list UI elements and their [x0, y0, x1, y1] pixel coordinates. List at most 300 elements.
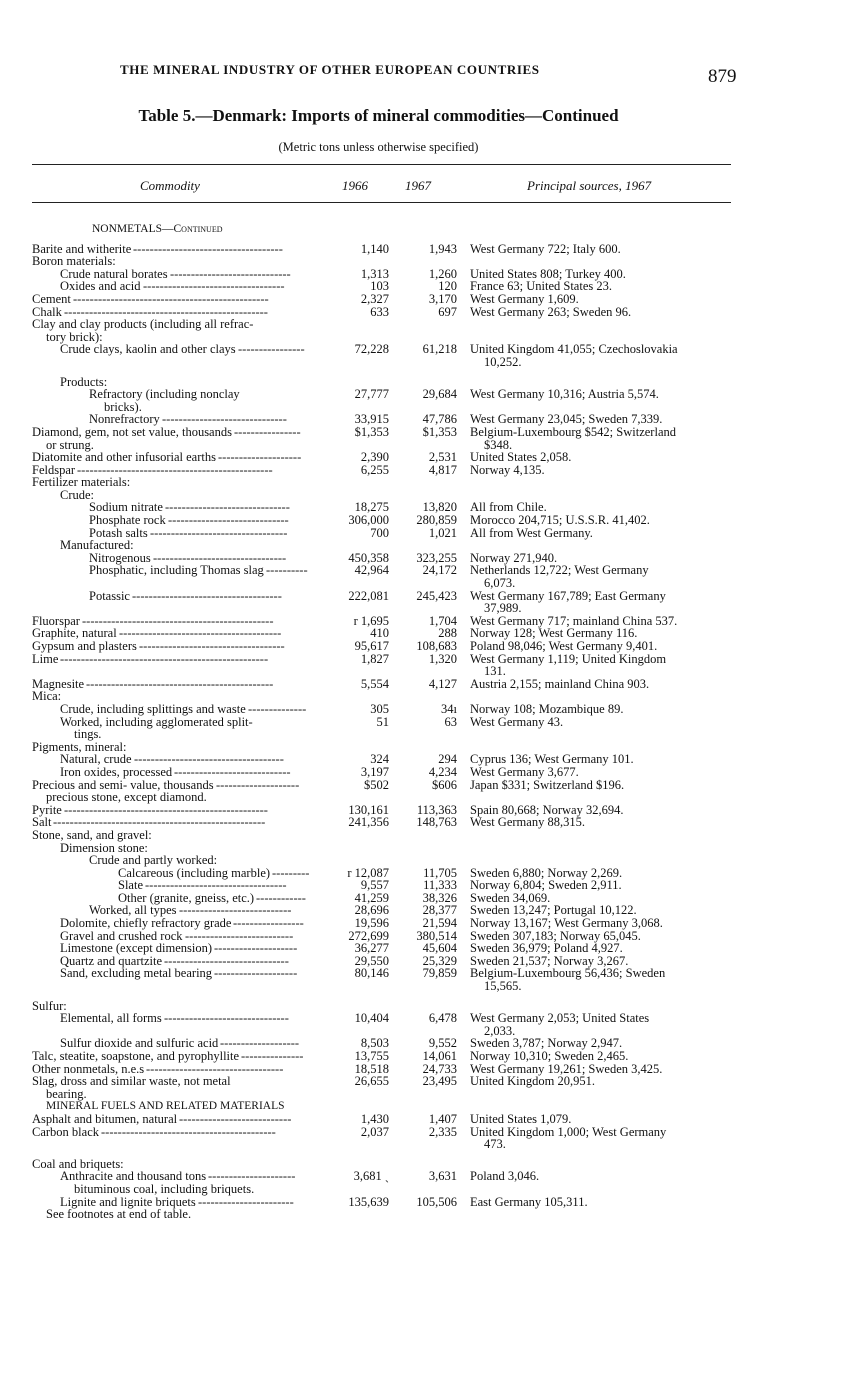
value-1966: 410 [370, 626, 389, 641]
value-1967: 105,506 [416, 1194, 457, 1209]
commodity-label: Refractory (including nonclay [89, 387, 240, 402]
value-1967: 1,320 [428, 651, 457, 666]
table-row [0, 942, 841, 955]
value-1966: 130,161 [348, 802, 389, 817]
commodity-label: Crude: [60, 487, 95, 502]
value-1966: 51 [376, 714, 389, 729]
table-row [0, 1050, 841, 1063]
table-row [0, 1113, 841, 1126]
commodity-label: Iron oxides, processed [60, 764, 173, 779]
principal-sources: United States 1,079. [470, 1111, 572, 1126]
commodity-label: Magnesite [32, 676, 85, 691]
leader-dots: ---------------------------------- [143, 280, 285, 293]
top-rule [32, 164, 731, 165]
value-1967: 1,943 [428, 241, 457, 256]
table-row [0, 1075, 841, 1088]
leader-dots: ----------------------------------- [139, 640, 285, 653]
value-1967: 697 [438, 304, 457, 319]
principal-sources: West Germany 1,119; United Kingdom [470, 651, 667, 666]
value-1967: 34ı [441, 701, 457, 716]
value-1967: 4,817 [428, 462, 457, 477]
commodity-label: Crude, including splittings and waste [60, 701, 246, 716]
value-1967: 380,514 [416, 928, 457, 943]
commodity-label: Dolomite, chiefly refractory grade [60, 916, 232, 931]
value-1967: 24,733 [422, 1061, 457, 1076]
value-1966: r 1,695 [353, 613, 389, 628]
leader-dots: -------------- [248, 702, 307, 716]
table-row [0, 1138, 841, 1151]
value-1967: 11,705 [423, 865, 457, 880]
leader-dots: ------------------------------------------------- [64, 803, 268, 817]
value-1966: r 12,087 [347, 865, 389, 880]
value-1966: 241,356 [348, 815, 389, 830]
principal-sources: Poland 98,046; West Germany 9,401. [470, 639, 658, 653]
value-1967: 1,407 [428, 1111, 457, 1126]
value-1967: 25,329 [422, 953, 457, 968]
principal-sources: 473. [484, 1137, 506, 1152]
principal-sources: United Kingdom 20,951. [470, 1074, 595, 1089]
principal-sources: West Germany 3,677. [470, 764, 579, 779]
commodity-label: Potassic [89, 588, 130, 603]
leader-dots: --------------------------- [179, 1112, 292, 1126]
table-row [0, 539, 841, 552]
principal-sources: Sweden 6,880; Norway 2,269. [470, 865, 623, 880]
principal-sources: Spain 80,668; Norway 32,694. [470, 802, 624, 817]
commodity-label: Nonrefractory [89, 412, 160, 427]
principal-sources: 6,073. [484, 576, 516, 591]
leader-dots: -------------------------------------------------- [60, 652, 269, 666]
principal-sources: 10,252. [484, 354, 522, 369]
principal-sources: Japan $331; Switzerland $196. [470, 777, 625, 792]
value-1966: $502 [364, 777, 389, 792]
leader-dots: ----------------- [233, 917, 304, 930]
table-row [0, 1012, 841, 1025]
table-subtitle: (Metric tons unless otherwise specified) [278, 140, 479, 154]
value-1967: 4,234 [428, 764, 457, 779]
commodity-label: Natural, crude [60, 752, 132, 767]
value-1966: 700 [370, 525, 389, 540]
value-1967: 9,552 [428, 1036, 457, 1051]
leader-dots: -------------------- [214, 967, 298, 981]
commodity-label: Feldspar [32, 462, 76, 477]
commodity-label: Stone, sand, and gravel: [32, 827, 152, 842]
value-1966: 633 [370, 304, 389, 319]
table-row [0, 602, 841, 615]
value-1966: 6,255 [360, 462, 389, 477]
table-row [0, 917, 841, 930]
table-row [0, 678, 841, 691]
commodity-label: Sulfur dioxide and sulfuric acid [60, 1036, 219, 1051]
principal-sources: East Germany 105,311. [470, 1194, 588, 1209]
value-1967: 148,763 [416, 815, 457, 830]
table-row [0, 980, 841, 993]
principal-sources: United States 2,058. [470, 450, 572, 465]
commodity-label: Carbon black [32, 1124, 99, 1139]
table-row [0, 318, 841, 331]
value-1967: 6,478 [428, 1011, 457, 1026]
principal-sources: West Germany 23,045; Sweden 7,339. [470, 412, 663, 427]
table-row [0, 590, 841, 603]
value-1966: 450,358 [348, 550, 389, 565]
value-1967: 113,363 [416, 802, 457, 817]
table-row [0, 879, 841, 892]
leader-dots: ------------------------------ [164, 1012, 289, 1025]
value-1966: 5,554 [360, 676, 389, 691]
value-1967: 294 [438, 752, 457, 767]
leader-dots: -------------------- [216, 778, 300, 792]
value-1966: 41,259 [354, 890, 389, 905]
principal-sources: Norway 10,310; Sweden 2,465. [470, 1049, 629, 1063]
principal-sources: West Germany 43. [470, 714, 564, 729]
commodity-label: Barite and witherite [32, 241, 132, 256]
leader-dots: ---------------------------------- [145, 879, 287, 892]
value-1967: 14,061 [422, 1049, 457, 1063]
table-row [0, 728, 841, 741]
table-row [0, 223, 841, 236]
table-row [0, 716, 841, 729]
value-1966: 8,503 [360, 1036, 389, 1051]
table-row [0, 514, 841, 527]
principal-sources: All from Chile. [470, 500, 547, 515]
value-1967: 79,859 [422, 966, 457, 981]
principal-sources: West Germany 263; Sweden 96. [470, 304, 632, 319]
commodity-label: Graphite, natural [32, 626, 117, 641]
principal-sources: 2,033. [484, 1023, 516, 1038]
table-row [0, 255, 841, 268]
value-1966: 33,915 [354, 412, 389, 427]
value-1966: 27,777 [354, 387, 389, 402]
leader-dots: ------------------------------ [165, 501, 290, 515]
value-1967: 288 [438, 626, 457, 641]
commodity-label: Precious and semi- value, thousands [32, 777, 214, 792]
commodity-label: Pigments, mineral: [32, 739, 127, 754]
value-1967: 24,172 [422, 563, 457, 578]
value-1967: 11,333 [423, 878, 457, 893]
value-1967: 2,531 [428, 450, 457, 465]
header-rule [32, 202, 731, 203]
principal-sources: Norway 271,940. [470, 550, 558, 565]
leader-dots: ---------- [266, 564, 308, 578]
commodity-label: Elemental, all forms [60, 1011, 162, 1026]
value-1967: 47,786 [422, 412, 457, 427]
commodity-label: Products: [60, 374, 108, 389]
leader-dots: --------------------------- [179, 904, 292, 918]
value-1966: 222,081 [348, 588, 389, 603]
commodity-label: bearing. [46, 1086, 87, 1101]
principal-sources: Norway 6,804; Sweden 2,911. [470, 878, 622, 893]
value-1966: 28,696 [354, 903, 389, 918]
commodity-label: or strung. [46, 437, 94, 452]
value-1966: 26,655 [354, 1074, 389, 1089]
commodity-label: Anthracite and thousand tons [60, 1169, 207, 1184]
commodity-label: Pyrite [32, 802, 62, 817]
commodity-label: Clay and clay products (including all refrac- [32, 317, 254, 332]
table-row [0, 356, 841, 369]
value-1967: 21,594 [422, 916, 457, 931]
leader-dots: -------------------- [218, 451, 302, 464]
leader-dots: ------------------------------------------ [101, 1125, 276, 1139]
table-row [0, 1183, 841, 1196]
value-1967: 245,423 [416, 588, 457, 603]
commodity-label: Gypsum and plasters [32, 639, 137, 653]
leader-dots: ------------------------------------ [133, 242, 283, 256]
commodity-label: Cement [32, 291, 71, 306]
leader-dots: ------------ [256, 891, 306, 905]
table-row [0, 388, 841, 401]
commodity-label: tings. [74, 727, 102, 742]
leader-dots: --------- [272, 866, 310, 880]
commodity-label: Asphalt and bitumen, natural [32, 1111, 178, 1126]
commodity-label: Other (granite, gneiss, etc.) [118, 890, 255, 905]
commodity-label: Diatomite and other infusorial earths [32, 450, 216, 465]
commodity-label: Sand, excluding metal bearing [60, 966, 213, 981]
leader-dots: ---------------------------- [174, 765, 291, 779]
table-row [0, 476, 841, 489]
value-1966: 95,617 [354, 639, 389, 653]
principal-sources: Sweden 34,069. [470, 890, 551, 905]
value-1967: 1,260 [428, 266, 457, 281]
table-row [0, 615, 841, 628]
value-1967: 3,631 [428, 1169, 457, 1184]
leader-dots: --------------- [241, 1050, 304, 1063]
value-1966: 1,827 [360, 651, 389, 666]
table-row [0, 703, 841, 716]
table-row [0, 1088, 841, 1101]
value-1967: 323,255 [416, 550, 457, 565]
value-1966: 10,404 [354, 1011, 389, 1026]
leader-dots: ----------------------------------------------- [77, 463, 273, 477]
leader-dots: ------------------------------------ [132, 589, 282, 603]
principal-sources: Norway 108; Mozambique 89. [470, 701, 624, 716]
principal-sources: Norway 4,135. [470, 462, 545, 477]
principal-sources: Austria 2,155; mainland China 903. [470, 676, 650, 691]
commodity-label: Other nonmetals, n.e.s [32, 1061, 145, 1076]
principal-sources: Netherlands 12,722; West Germany [470, 563, 649, 578]
value-1966: 305 [370, 701, 389, 716]
value-1966: 2,037 [360, 1124, 389, 1139]
commodity-label: Crude clays, kaolin and other clays [60, 342, 236, 357]
value-1967: 61,218 [422, 342, 457, 357]
col-header-commodity: Commodity [140, 178, 200, 193]
value-1966: 9,557 [360, 878, 389, 893]
table-row [0, 640, 841, 653]
principal-sources: West Germany 2,053; United States [470, 1011, 650, 1026]
principal-sources: 37,989. [484, 601, 522, 616]
commodity-label: Sodium nitrate [89, 500, 163, 515]
col-header-sources: Principal sources, 1967 [527, 178, 652, 193]
table-row [0, 243, 841, 256]
leader-dots: ------------------------------ [164, 954, 289, 968]
value-1966: 1,313 [360, 266, 389, 281]
commodity-label: Mica: [32, 689, 62, 704]
commodity-label: Oxides and acid [60, 279, 141, 294]
leader-dots: -------------------------- [185, 929, 294, 943]
commodity-label: Worked, including agglomerated split- [60, 714, 253, 729]
commodity-label: Fertilizer materials: [32, 475, 131, 490]
table-row [0, 967, 841, 980]
principal-sources: Sweden 13,247; Portugal 10,122. [470, 903, 637, 918]
value-1967: 13,820 [422, 500, 457, 515]
table-row [0, 280, 841, 293]
principal-sources: Poland 3,046. [470, 1169, 540, 1184]
commodity-label: Calcareous (including marble) [118, 865, 271, 880]
table-row [0, 451, 841, 464]
table-row [0, 766, 841, 779]
commodity-label: Boron materials: [32, 254, 116, 269]
commodity-label: NONMETALS—Continued [92, 223, 223, 235]
table-row [0, 577, 841, 590]
commodity-label: Coal and briquets: [32, 1156, 124, 1171]
leader-dots: ----------------------------- [170, 267, 291, 281]
commodity-label: Nitrogenous [89, 550, 151, 565]
commodity-label: Quartz and quartzite [60, 953, 163, 968]
table-row [0, 854, 841, 867]
principal-sources: United Kingdom 41,055; Czechoslovakia [470, 342, 678, 357]
value-1967: 280,859 [416, 513, 457, 528]
leader-dots: --------------------------------- [146, 1062, 284, 1076]
commodity-label: Dimension stone: [60, 840, 148, 855]
commodity-label: Manufactured: [60, 538, 134, 553]
principal-sources: West Germany 88,315. [470, 815, 585, 830]
col-header-1967: 1967 [405, 178, 431, 193]
value-1966: 103 [370, 279, 389, 294]
principal-sources: France 63; United States 23. [470, 279, 612, 294]
table-row [0, 343, 841, 356]
principal-sources: Sweden 36,979; Poland 4,927. [470, 941, 623, 956]
leader-dots: -------------------------------- [153, 551, 287, 565]
commodity-label: Slate [118, 878, 143, 893]
commodity-label: Lime [32, 651, 59, 666]
leader-dots: ------------------------------------------------- [64, 305, 268, 319]
value-1966: 272,699 [348, 928, 389, 943]
table-row [0, 665, 841, 678]
commodity-label: tory brick): [46, 329, 103, 344]
value-1967: 4,127 [428, 676, 457, 691]
leader-dots: ----------------------------- [168, 514, 289, 527]
commodity-label: Fluorspar [32, 613, 80, 628]
leader-dots: --------------------------------------------- [86, 677, 274, 691]
table-row [0, 426, 841, 439]
principal-sources: $348. [484, 437, 513, 452]
value-1966: 1,430 [360, 1111, 389, 1126]
leader-dots: ---------------- [238, 343, 305, 356]
principal-sources: West Germany 1,609. [470, 291, 579, 306]
leader-dots: ---------------------------------------------- [82, 614, 274, 628]
table-row [0, 791, 841, 804]
value-1966: $1,353 [354, 424, 389, 439]
principal-sources: West Germany 717; mainland China 537. [470, 613, 678, 628]
principal-sources: Sweden 21,537; Norway 3,267. [470, 953, 629, 968]
value-1967: 38,326 [422, 890, 457, 905]
leader-dots: -------------------- [214, 942, 298, 955]
value-1967: 1,704 [428, 613, 457, 628]
table-row [0, 293, 841, 306]
principal-sources: Norway 128; West Germany 116. [470, 626, 638, 641]
principal-sources: Sweden 307,183; Norway 65,045. [470, 928, 641, 943]
commodity-label: Crude and partly worked: [89, 853, 218, 868]
value-1967: $1,353 [422, 424, 457, 439]
commodity-label: Potash salts [89, 525, 148, 540]
value-1966: 306,000 [348, 513, 389, 528]
value-1967: 108,683 [416, 639, 457, 653]
commodity-label: See footnotes at end of table. [46, 1207, 192, 1222]
table-row [0, 653, 841, 666]
leader-dots: ------------------- [220, 1037, 300, 1050]
leader-dots: --------------------- [208, 1170, 296, 1183]
principal-sources: All from West Germany. [470, 525, 593, 540]
table-row [0, 1208, 841, 1221]
commodity-label: Limestone (except dimension) [60, 941, 213, 956]
leader-dots: ----------------------------------------------- [73, 292, 269, 306]
running-head: THE MINERAL INDUSTRY OF OTHER EUROPEAN COUNTRIES [120, 62, 540, 77]
value-1966: 13,755 [354, 1049, 389, 1063]
commodity-label: bricks). [104, 399, 142, 414]
value-1966: 80,146 [354, 966, 389, 981]
value-1966: 36,277 [354, 941, 389, 956]
principal-sources: United States 808; Turkey 400. [470, 266, 626, 281]
value-1967: 28,377 [422, 903, 457, 918]
table-row [0, 829, 841, 842]
leader-dots: --------------------------------- [150, 526, 288, 540]
value-1967: 45,604 [422, 941, 457, 956]
leader-dots: ---------------- [234, 425, 301, 439]
table-row [0, 1126, 841, 1139]
value-1966: 2,327 [360, 291, 389, 306]
principal-sources: West Germany 167,789; East Germany [470, 588, 666, 603]
value-1967: 29,684 [422, 387, 457, 402]
value-1966: 324 [370, 752, 389, 767]
value-1967: 3,170 [428, 291, 457, 306]
value-1966: 3,681 ˎ [353, 1169, 389, 1184]
value-1966: 2,390 [360, 450, 389, 465]
commodity-label: bituminous coal, including briquets. [74, 1181, 255, 1196]
commodity-label: Crude natural borates [60, 266, 168, 281]
leader-dots: --------------------------------------------------- [53, 816, 266, 829]
commodity-label: precious stone, except diamond. [46, 790, 207, 805]
commodity-label: Worked, all types [89, 903, 177, 918]
value-1967: 1,021 [428, 525, 457, 540]
principal-sources: Belgium-Luxembourg 56,436; Sweden [470, 966, 666, 981]
commodity-label: Phosphate rock [89, 513, 166, 528]
principal-sources: Belgium-Luxembourg $542; Switzerland [470, 424, 676, 439]
principal-sources: 15,565. [484, 979, 522, 994]
leader-dots: ------------------------------------ [134, 753, 284, 766]
commodity-label: Salt [32, 815, 52, 830]
principal-sources: Norway 13,167; West Germany 3,068. [470, 916, 663, 931]
commodity-label: Slag, dross and similar waste, not metal [32, 1074, 231, 1089]
value-1966: 19,596 [354, 916, 389, 931]
principal-sources: Morocco 204,715; U.S.S.R. 41,402. [470, 513, 650, 528]
value-1966: 18,275 [354, 500, 389, 515]
principal-sources: Sweden 3,787; Norway 2,947. [470, 1036, 623, 1051]
value-1966: 29,550 [354, 953, 389, 968]
page-number: 879 [708, 66, 737, 87]
commodity-label: Sulfur: [32, 998, 67, 1013]
leader-dots: ----------------------- [198, 1195, 294, 1209]
value-1966: 42,964 [354, 563, 389, 578]
principal-sources: 131. [484, 664, 506, 679]
table-row [0, 564, 841, 577]
value-1966: 135,639 [348, 1194, 389, 1209]
value-1967: 63 [444, 714, 457, 729]
value-1967: 120 [438, 279, 457, 294]
commodity-label: Talc, steatite, soapstone, and pyrophyllite [32, 1049, 240, 1063]
table-body [0, 216, 841, 1221]
table-title: Table 5.—Denmark: Imports of mineral commodities—Continued [138, 106, 619, 125]
value-1966: 3,197 [360, 764, 389, 779]
col-header-1966: 1966 [342, 178, 368, 193]
commodity-label: Chalk [32, 304, 62, 319]
